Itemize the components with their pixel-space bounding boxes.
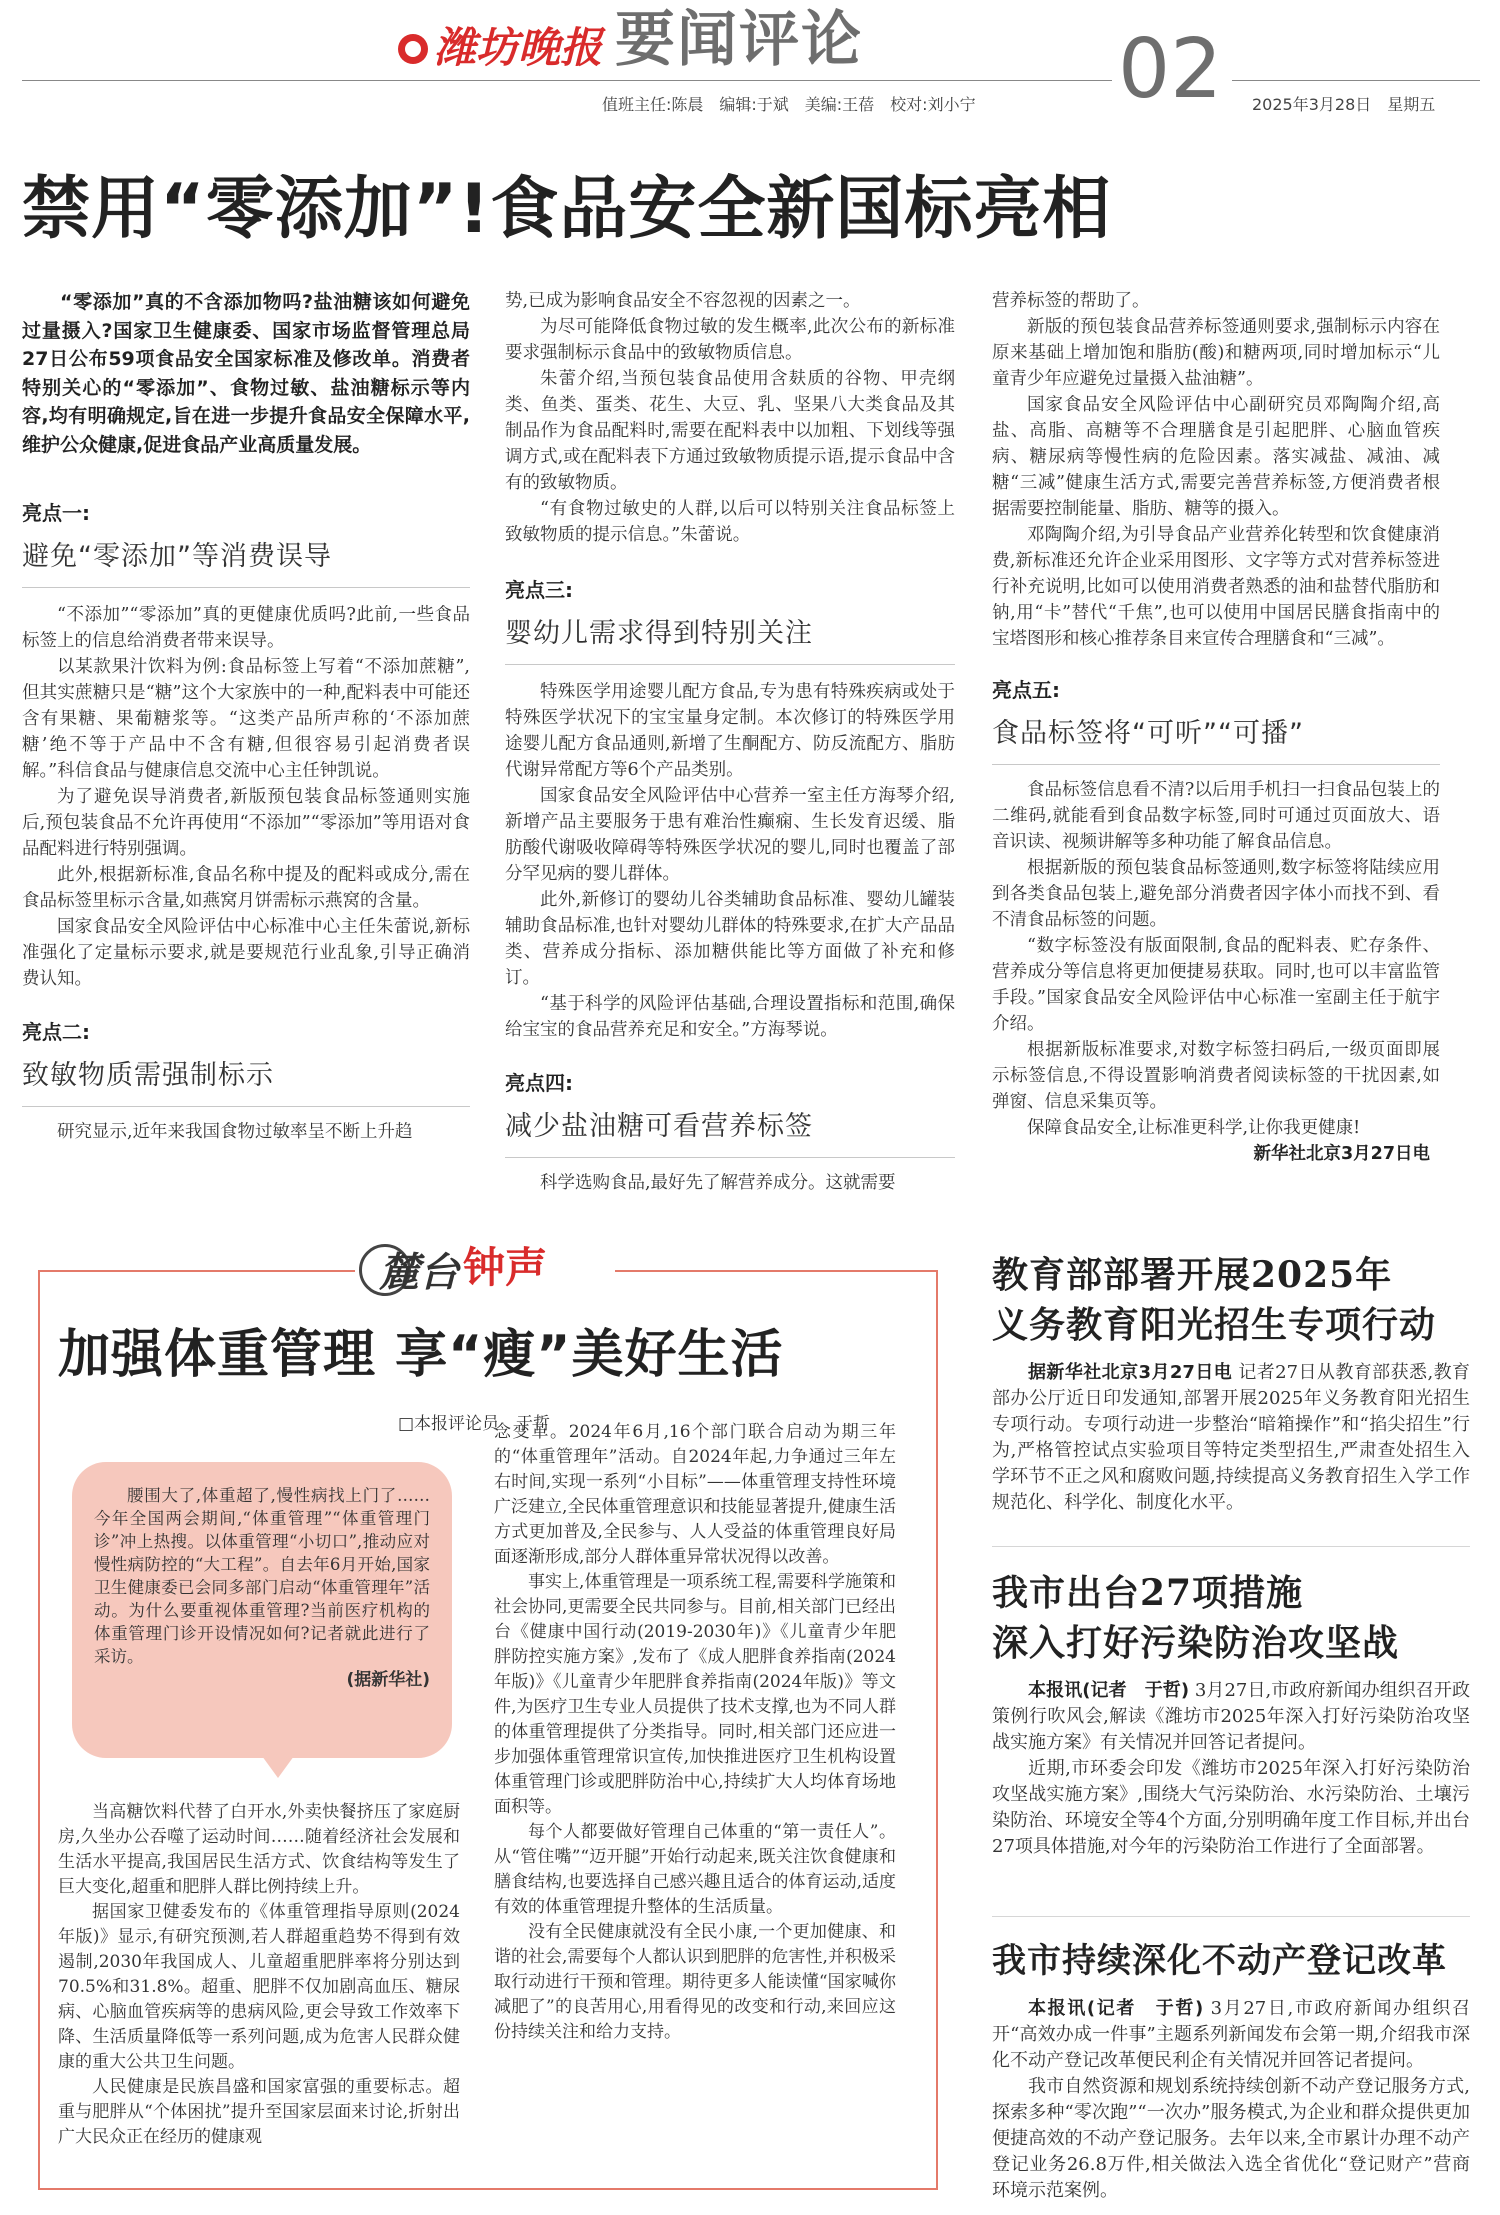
commentary-left-column [58,1800,460,2150]
side-story-text: 记者27日从教育部获悉,教育部办公厅近日印发通知,部署开展2025年义务教育阳光招生专项行动。专项行动进一步整治“暗箱操作”和“掐尖招生”行为,严格管控试点实验项目等特定类型招生,严肃查处招生入学环节不正之风和腐败问题,持续提高义务教育招生入学工作规范化、科学化、制度化水平。 [992,1362,1470,1513]
side-story-title: 教育部部署开展2025年 [992,1254,1393,1296]
side-story-text: 我市自然资源和规划系统持续创新不动产登记服务方式,探索多种“零次跑”“一次办”服务模式,为企业和群众提供更加便捷高效的不动产登记服务。去年以来,全市累计办理不动产登记业务26.8万件,相关做法入选全省优化“登记财产”营商环境示范案例。 [992,2076,1470,2201]
issue-date: 2025年3月28日 星期五 [1252,95,1436,114]
paragraph: 以某款果汁饮料为例:食品标签上写着“不添加蔗糖”,但其实蔗糖只是“糖”这个大家族中的一种,配料表中可能还含有果糖、果葡糖浆等。“这类产品所声称的‘不添加蔗糖’绝不等于产品中不含有糖,但很容易引起消费者误解。”科信食品与健康信息交流中心主任钟凯说。 [22,657,470,781]
highlight-3-label: 亮点三: [505,578,573,602]
highlight-5-rule [992,764,1440,765]
column-name-a: 麓台 [379,1249,459,1296]
side-story-body [992,1678,1470,1756]
paragraph: 事实上,体重管理是一项系统工程,需要科学施策和社会协同,更需要全民共同参与。目前,相关部门已经出台《健康中国行动(2019-2030年)》《儿童青少年肥胖防控实施方案》,发布了《成人肥胖食养指南(2024年版)》《儿童青少年肥胖食养指南(2024年版)》等文件,为医疗卫生专业人员提供了技术支撑,也为不同人群的体重管理提供了分类指导。同时,相关部门还应进一步加强体重管理常识宣传,加快推进医疗卫生机构设置体重管理门诊或肥胖防治中心,持续扩大人均体育场地面积等。 [494,1572,896,1817]
side-divider [992,1546,1470,1547]
side-story-title: 深入打好污染防治攻坚战 [992,1622,1400,1664]
side-story-text: 3月27日,市政府新闻办组织召开政策例行吹风会,解读《潍坊市2025年深入打好污染防治攻坚战实施方案》有关情况并回答记者提问。 [992,1680,1470,1753]
masthead-rule-right [1232,80,1480,81]
highlight-4-title: 减少盐油糖可看营养标签 [505,1111,813,1142]
paragraph: 根据新版的预包装食品标签通则,数字标签将陆续应用到各类食品包装上,避免部分消费者因字体小而找不到、看不清食品标签的问题。 [992,858,1440,930]
quote-bubble [72,1462,452,1758]
side-story-title: 我市持续深化不动产登记改革 [992,1941,1447,1981]
masthead-rule [22,80,1112,81]
paper-logo-swoosh-icon [405,41,421,57]
side-divider [992,1916,1470,1917]
paragraph: “数字标签没有版面限制,食品的配料表、贮存条件、营养成分等信息将更加便捷易获取。同时,也可以丰富监管手段。”国家食品安全风险评估中心标准一室副主任于航宇介绍。 [992,936,1440,1034]
paragraph: 为了避免误导消费者,新版预包装食品标签通则实施后,预包装食品不允许再使用“不添加”“零添加”等用语对食品配料进行特别强调。 [22,787,470,859]
paragraph: 每个人都要做好管理自己体重的“第一责任人”。从“管住嘴”“迈开腿”开始行动起来,既关注饮食健康和膳食结构,也要选择自己感兴趣且适合的体育运动,适度有效的体重管理提升整体的生活质量。 [494,1822,896,1917]
commentary-column-header [355,1234,615,1310]
paragraph: 此外,根据新标准,食品名称中提及的配料或成分,需在食品标签里标示含量,如燕窝月饼需标示燕窝的含量。 [22,865,470,911]
paragraph: 念变革。2024年6月,16个部门联合启动为期三年的“体重管理年”活动。自2024年起,力争通过三年左右时间,实现一系列“小目标”——体重管理支持性环境广泛建立,全民体重管理意识和技能显著提升,健康生活方式更加普及,全民参与、人人受益的体重管理良好局面逐渐形成,部分人群体重异常状况得以改善。 [494,1422,896,1567]
commentary-title: 加强体重管理 享“瘦”美好生活 [58,1325,784,1385]
paper-name: 潍坊晚报 [434,23,603,72]
side-story-pollution [992,1568,1470,1860]
paragraph: 人民健康是民族昌盛和国家富强的重要标志。超重与肥胖从“个体困扰”提升至国家层面来讨论,折射出广大民众正在经历的健康观 [58,2077,460,2147]
highlight-2-rule [22,1106,470,1107]
headline: 禁用“零添加”!食品安全新国标亮相 [22,170,1112,249]
paragraph: 国家食品安全风险评估中心营养一室主任方海琴介绍,新增产品主要服务于患有难治性癫痫、生长发育迟缓、脂肪酸代谢吸收障碍等特殊医学状况的婴儿,同时也覆盖了部分罕见病的婴儿群体。 [505,786,955,884]
highlight-2-title: 致敏物质需强制标示 [22,1060,274,1091]
paragraph: 食品标签信息看不清?以后用手机扫一扫食品包装上的二维码,就能看到食品数字标签,同时可通过页面放大、语音识读、视频讲解等多种功能了解食品信息。 [992,780,1440,852]
highlight-3-title: 婴幼儿需求得到特别关注 [505,618,813,649]
paragraph: 势,已成为影响食品安全不容忽视的因素之一。 [505,291,861,311]
highlight-2-label: 亮点二: [22,1020,90,1044]
paragraph: 新版的预包装食品营养标签通则要求,强制标示内容在原来基础上增加饱和脂肪(酸)和糖两项,同时增加标示“儿童青少年应避免过量摄入盐油糖”。 [992,317,1440,389]
side-story-body [992,1996,1470,2074]
paragraph: 根据新版标准要求,对数字标签扫码后,一级页面即展示标签信息,不得设置影响消费者阅读标签的干扰因素,如弹窗、信息采集页等。 [992,1040,1440,1112]
commentary-right-column [494,1420,896,2045]
paragraph: 国家食品安全风险评估中心标准中心主任朱蕾说,新标准强化了定量标示要求,就是要规范行业乱象,引导正确消费认知。 [22,917,470,989]
paragraph: 国家食品安全风险评估中心副研究员邓陶陶介绍,高盐、高脂、高糖等不合理膳食是引起肥胖、心脑血管疾病、糖尿病等慢性病的危险因素。落实减盐、减油、减糖“三减”健康生活方式,需要完善营养标签,方便消费者根据需要控制能量、脂肪、糖等的摄入。 [992,395,1440,519]
staff-line: 值班主任:陈晨 编辑:于斌 美编:王蓓 校对:刘小宁 [602,95,976,114]
paragraph: “不添加”“零添加”真的更健康优质吗?此前,一些食品标签上的信息给消费者带来误导。 [22,605,470,651]
side-story-title: 义务教育阳光招生专项行动 [992,1304,1437,1346]
quote-bubble-source: (据新华社) [346,1670,430,1690]
dateline-credit: 新华社北京3月27日电 [1253,1144,1430,1164]
paragraph: 保障食品安全,让标准更科学,让你我更健康! [1027,1118,1361,1138]
side-story-text: 3月27日,市政府新闻办组织召开“高效办成一件事”主题系列新闻发布会第一期,介绍我市深化不动产登记改革便民利企有关情况并回答记者提问。 [992,1998,1470,2071]
paragraph: 朱蕾介绍,当预包装食品使用含麸质的谷物、甲壳纲类、鱼类、蛋类、花生、大豆、乳、坚果八大类食品及其制品作为食品配料时,需要在配料表中以加粗、下划线等强调方式,或在配料表下方通过致敏物质提示语,提示食品中含有的致敏物质。 [505,369,955,493]
side-story-body [992,1360,1470,1516]
highlight-1-label: 亮点一: [22,501,90,525]
paragraph: “有食物过敏史的人群,以后可以特别关注食品标签上致敏物质的提示信息。”朱蕾说。 [505,499,955,545]
paragraph: 据国家卫健委发布的《体重管理指导原则(2024年版)》显示,有研究预测,若人群超重趋势不得到有效遏制,2030年我国成人、儿童超重肥胖率将分别达到70.5%和31.8%。超重、肥胖不仅加剧高血压、糖尿病、心脑血管疾病等的患病风险,更会导致工作效率下降、生活质量降低等一系列问题,成为危害人民群众健康的重大公共卫生问题。 [58,1902,460,2072]
quote-bubble-tail-icon [262,1756,294,1778]
paragraph: 为尽可能降低食物过敏的发生概率,此次公布的新标准要求强制标示食品中的致敏物质信息。 [505,317,955,363]
side-story-text: 近期,市环委会印发《潍坊市2025年深入打好污染防治攻坚战实施方案》,围绕大气污染防治、水污染防治、土壤污染防治、环境安全等4个方面,分别明确年度工作目标,并出台27项具体措施,对今年的污染防治工作进行了全面部署。 [992,1758,1470,1857]
side-story-dateline: 本报讯(记者 于哲) [1028,1998,1204,2019]
highlight-5-title: 食品标签将“可听”“可播” [992,718,1304,749]
highlight-3-rule [505,664,955,665]
highlight-4-rule [505,1157,955,1158]
masthead [0,0,1500,125]
paragraph: 当高糖饮料代替了白开水,外卖快餐挤压了家庭厨房,久坐办公吞噬了运动时间……随着经济社会发展和生活水平提高,我国居民生活方式、饮食结构等发生了巨大变化,超重和肥胖人群比例持续上升。 [58,1802,460,1897]
lead-paragraph: “零添加”真的不含添加物吗?盐油糖该如何避免过量摄入?国家卫生健康委、国家市场监督管理总局27日公布59项食品安全国家标准及修改单。消费者特别关心的“零添加”、食物过敏、盐油糖标示等内容,均有明确规定,旨在进一步提升食品安全保障水平,维护公众健康,促进食品产业高质量发展。 [22,291,470,456]
side-story-title: 我市出台27项措施 [992,1572,1304,1614]
column-3 [992,288,1440,1167]
section-title: 要闻评论 [615,5,863,75]
paragraph: 科学选购食品,最好先了解营养成分。这就需要 [540,1173,896,1193]
column-2 [505,288,955,1196]
page-number: 02 [1118,22,1223,117]
paragraph: “基于科学的风险评估基础,合理设置指标和范围,确保给宝宝的食品营养充足和安全。”方海琴说。 [505,994,955,1040]
paragraph: 研究显示,近年来我国食物过敏率呈不断上升趋 [57,1122,413,1142]
highlight-5-label: 亮点五: [992,678,1060,702]
paragraph: 邓陶陶介绍,为引导食品产业营养化转型和饮食健康消费,新标准还允许企业采用图形、文字等方式对营养标签进行补充说明,比如可以使用消费者熟悉的油和盐替代脂肪和钠,用“卡”替代“千焦”,也可以使用中国居民膳食指南中的宝塔图形和核心推荐条目来宣传合理膳食和“三减”。 [992,525,1440,649]
highlight-1-rule [22,587,470,588]
paragraph: 特殊医学用途婴儿配方食品,专为患有特殊疾病或处于特殊医学状况下的宝宝量身定制。本次修订的特殊医学用途婴儿配方食品通则,新增了生酮配方、防反流配方、脂肪代谢异常配方等6个产品类别。 [505,682,955,780]
side-story-dateline: 据新华社北京3月27日电 [1028,1362,1233,1383]
side-story-dateline: 本报讯(记者 于哲) [1028,1680,1190,1701]
paragraph: 营养标签的帮助了。 [992,291,1150,311]
column-name-b: 钟声 [463,1243,548,1292]
side-story-education [992,1250,1470,1516]
side-story-real-estate [992,1936,1492,2204]
highlight-1-title: 避免“零添加”等消费误导 [22,541,332,572]
quote-bubble-text: 腰围大了,体重超了,慢性病找上门了……今年全国两会期间,“体重管理”“体重管理门诊”冲上热搜。以体重管理“小切口”,推动应对慢性病防控的“大工程”。自去年6月开始,国家卫生健康委已会同多部门启动“体重管理年”活动。为什么要重视体重管理?当前医疗机构的体重管理门诊开设情况如何?记者就此进行了采访。 [94,1486,430,1666]
commentary-byline: □本报评论员 于哲 [398,1414,551,1434]
column-1 [22,288,470,1145]
highlight-4-label: 亮点四: [505,1071,573,1095]
paragraph: 此外,新修订的婴幼儿谷类辅助食品标准、婴幼儿罐装辅助食品标准,也针对婴幼儿群体的特殊要求,在扩大产品品类、营养成分指标、添加糖供能比等方面做了补充和修订。 [505,890,955,988]
paragraph: 没有全民健康就没有全民小康,一个更加健康、和谐的社会,需要每个人都认识到肥胖的危害性,并积极采取行动进行干预和管理。期待更多人能读懂“国家喊你减肥了”的良苦用心,用看得见的改变和行动,来回应这份持续关注和给力支持。 [494,1922,896,2042]
